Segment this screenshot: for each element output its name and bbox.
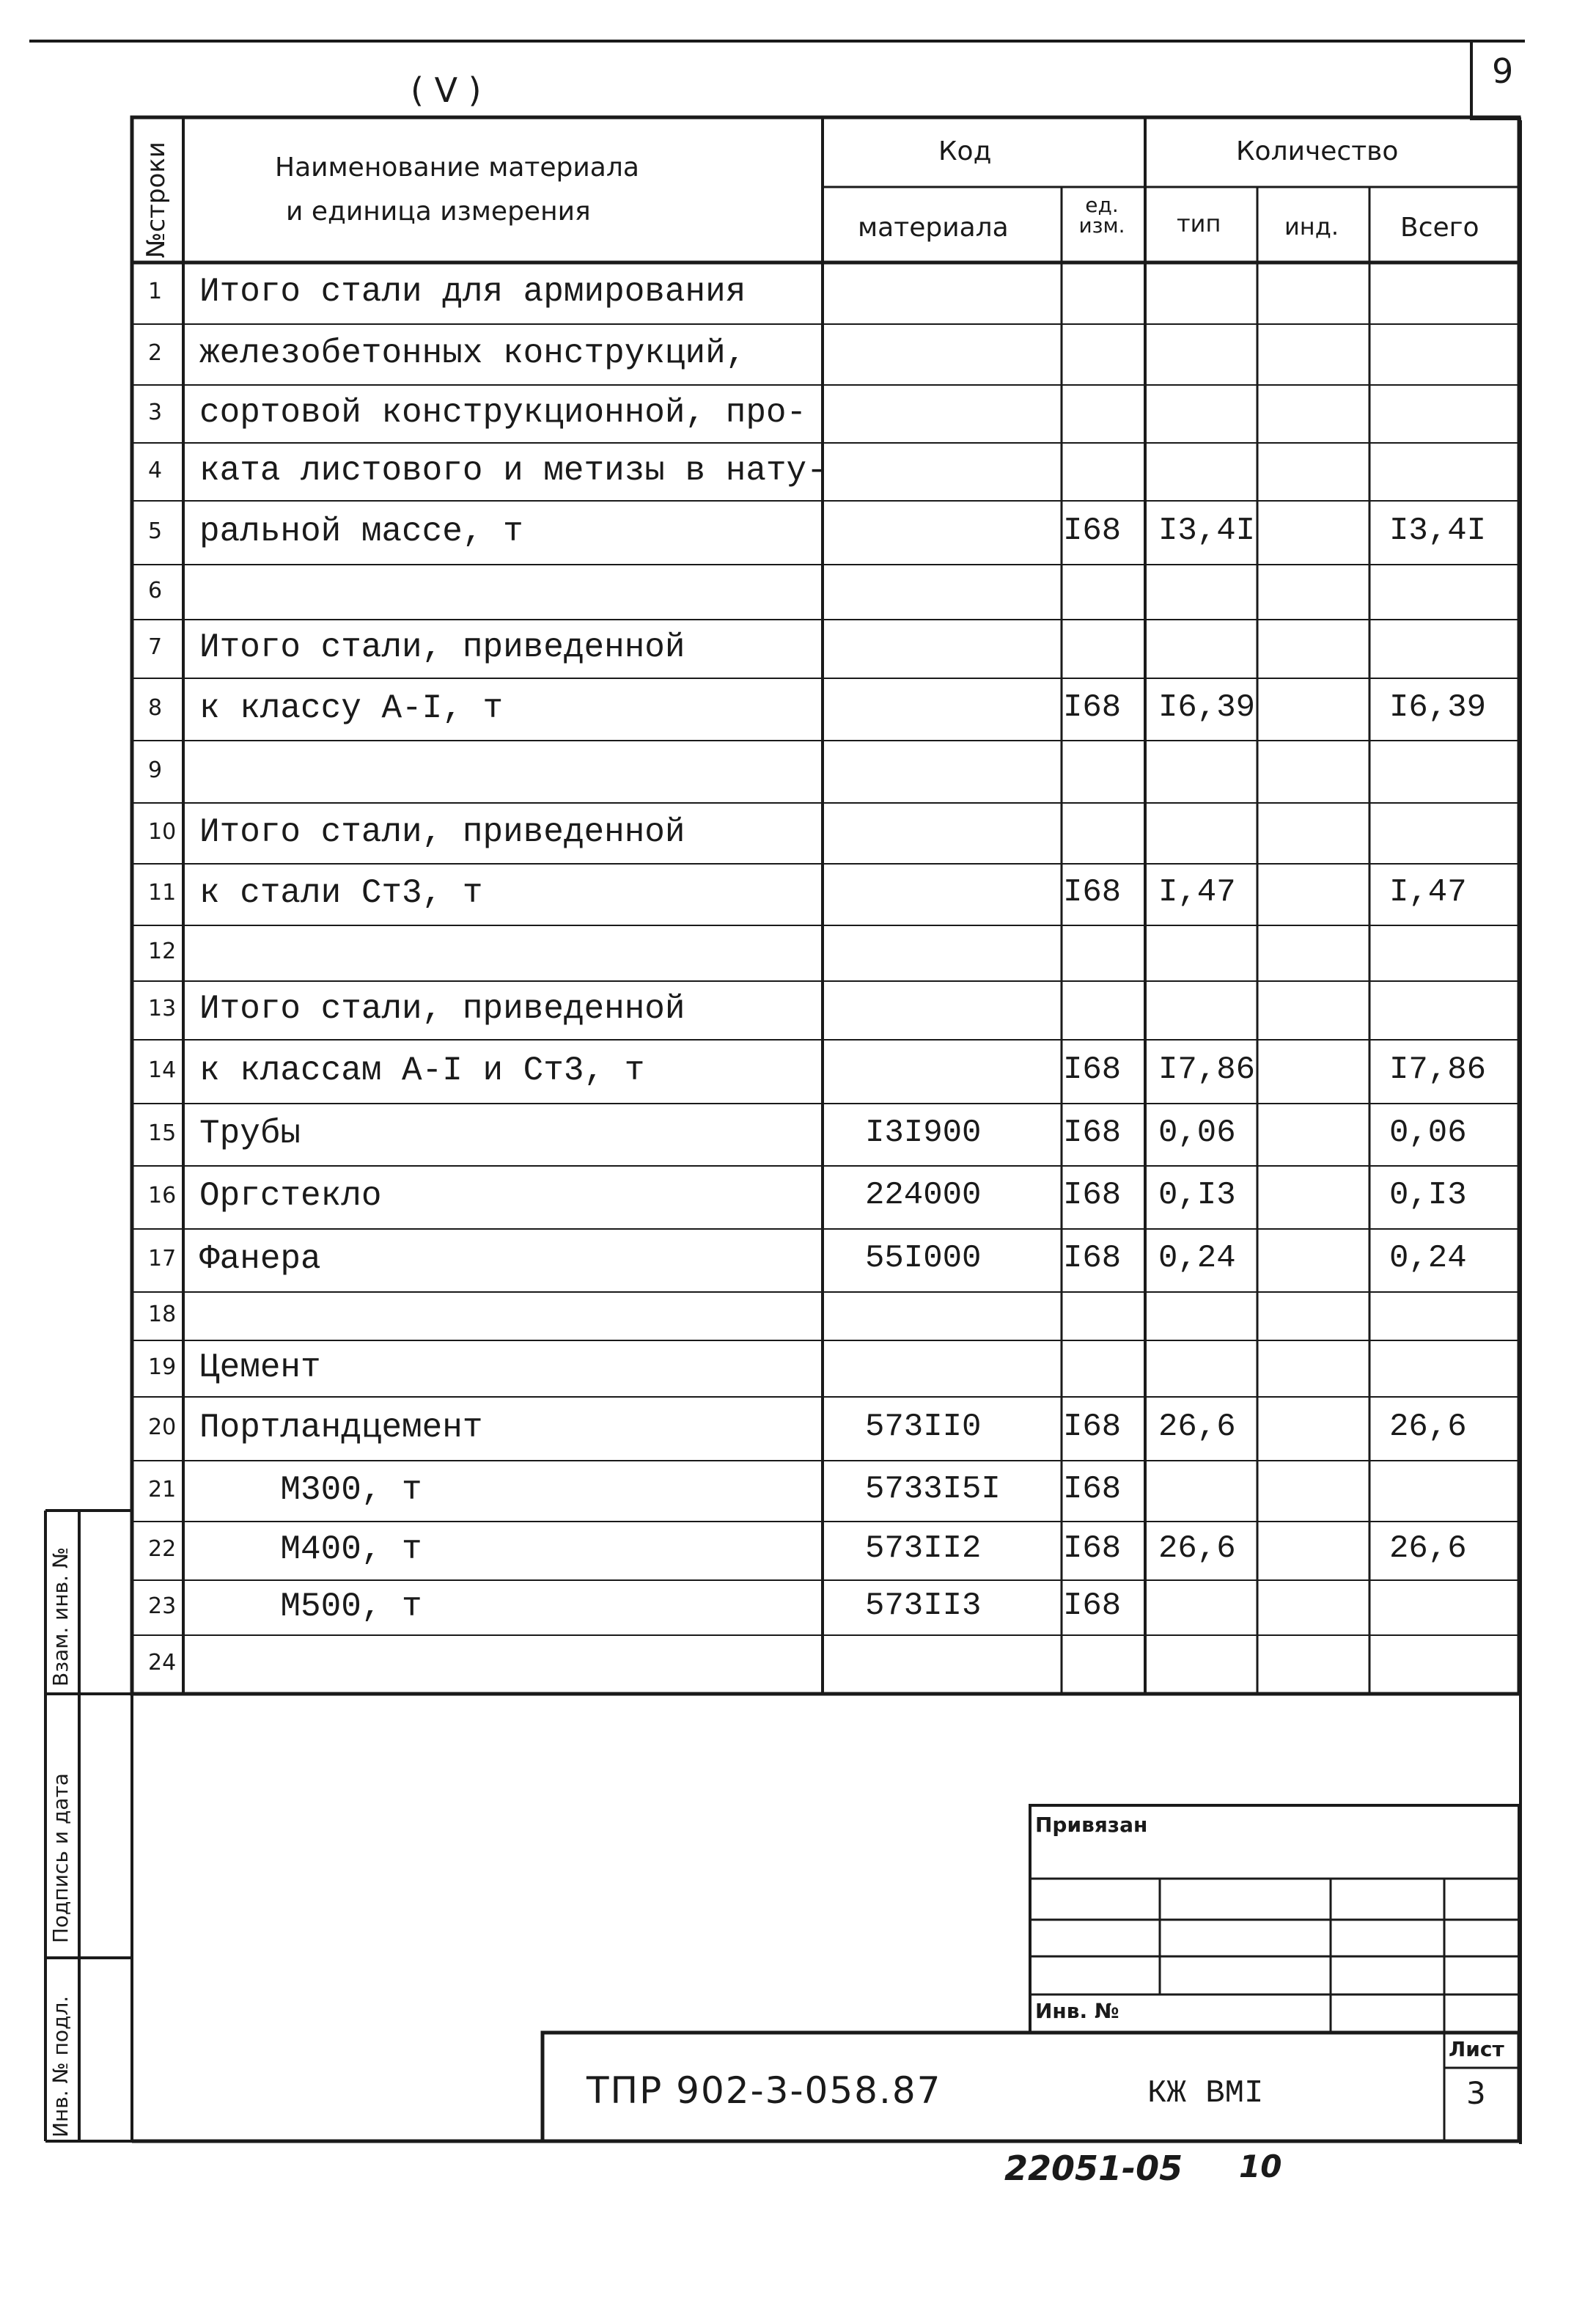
row-code: 573II2 <box>865 1530 982 1567</box>
row-unit: I68 <box>1063 1587 1122 1624</box>
row-qty-type: 26,6 <box>1158 1408 1236 1445</box>
row-number: 24 <box>148 1650 177 1676</box>
row-number: 4 <box>148 457 163 483</box>
row-unit: I68 <box>1063 512 1122 549</box>
row-name: ката листового и метизы в нату- <box>199 451 827 490</box>
row-number: 1 <box>148 279 163 304</box>
row-number: 2 <box>148 340 163 366</box>
row-number: 5 <box>148 518 163 544</box>
row-qty-total: 26,6 <box>1389 1408 1467 1445</box>
row-number: 22 <box>148 1536 177 1562</box>
row-number: 15 <box>148 1120 177 1146</box>
doc-code: ТПР 902-3-058.87 <box>586 2069 942 2112</box>
row-number: 12 <box>148 939 177 964</box>
row-unit: I68 <box>1063 1408 1122 1445</box>
header-qty-ind: инд. <box>1284 213 1339 241</box>
row-code: 55I000 <box>865 1240 982 1277</box>
row-qty-type: I6,39 <box>1158 689 1256 726</box>
row-unit: I68 <box>1063 874 1122 911</box>
row-unit: I68 <box>1063 1470 1122 1508</box>
stamp-inv-no: Инв. № <box>1035 1999 1119 2023</box>
row-qty-total: I,47 <box>1389 874 1467 911</box>
row-number: 16 <box>148 1183 177 1208</box>
row-name: Итого стали, приведенной <box>199 990 685 1028</box>
page-number: 9 <box>1492 51 1514 91</box>
row-number: 17 <box>148 1246 177 1271</box>
row-qty-type: I7,86 <box>1158 1051 1256 1088</box>
row-qty-type: 26,6 <box>1158 1530 1236 1567</box>
row-qty-type: I,47 <box>1158 874 1236 911</box>
footer-num: 10 <box>1239 2148 1282 2184</box>
header-code: Код <box>938 136 992 166</box>
row-name: Оргстекло <box>199 1177 382 1215</box>
row-unit: I68 <box>1063 689 1122 726</box>
side-label-vzam: Взам. инв. № <box>48 1546 73 1687</box>
row-name: Фанера <box>199 1240 321 1278</box>
row-name: Итого стали, приведенной <box>199 812 685 851</box>
row-unit: I68 <box>1063 1177 1122 1214</box>
row-name: Портландцемент <box>199 1408 483 1447</box>
row-qty-total: I7,86 <box>1389 1051 1487 1088</box>
header-qty-total: Всего <box>1400 213 1479 243</box>
row-name: Цемент <box>199 1348 321 1387</box>
row-number: 13 <box>148 996 177 1021</box>
row-number: 20 <box>148 1414 177 1440</box>
row-number: 14 <box>148 1057 177 1083</box>
row-code: 573II0 <box>865 1408 982 1445</box>
row-number: 23 <box>148 1593 177 1619</box>
row-number: 7 <box>148 634 163 660</box>
header-name-line2: и единица измерения <box>286 197 591 227</box>
row-qty-type: 0,I3 <box>1158 1177 1236 1214</box>
row-name: Трубы <box>199 1114 301 1153</box>
header-code-unit: ед. изм. <box>1078 193 1125 238</box>
row-qty-total: 0,I3 <box>1389 1177 1467 1214</box>
row-name: к классам А-I и Ст3, т <box>199 1051 645 1090</box>
row-name: сортовой конструкционной, про- <box>199 393 807 432</box>
row-qty-type: 0,06 <box>1158 1114 1236 1151</box>
row-number: 21 <box>148 1476 177 1502</box>
row-name: Итого стали для армирования <box>199 273 746 311</box>
row-number: 6 <box>148 577 163 603</box>
side-label-podpis: Подпись и дата <box>48 1773 73 1943</box>
row-code: 5733I5I <box>865 1470 1001 1508</box>
row-unit: I68 <box>1063 1240 1122 1277</box>
row-name: к классу А-I, т <box>199 689 504 727</box>
section-mark: ( V ) <box>411 70 482 110</box>
row-code: I3I900 <box>865 1114 982 1151</box>
doc-mark: КЖ ВМI <box>1147 2075 1264 2112</box>
row-number: 18 <box>148 1302 177 1327</box>
row-code: 224000 <box>865 1177 982 1214</box>
row-qty-type: I3,4I <box>1158 512 1256 549</box>
row-number: 19 <box>148 1354 177 1380</box>
row-number: 10 <box>148 818 177 845</box>
row-unit: I68 <box>1063 1051 1122 1088</box>
header-qty-type: тип <box>1177 210 1221 238</box>
row-name: железобетонных конструкций, <box>199 334 746 373</box>
row-number: 11 <box>148 880 177 906</box>
row-name: ральной массе, т <box>199 512 523 551</box>
row-unit: I68 <box>1063 1530 1122 1567</box>
row-name: М300, т <box>199 1470 422 1509</box>
stamp-privyazan: Привязан <box>1035 1813 1148 1837</box>
side-label-inv-podl: Инв. № подл. <box>48 1995 73 2137</box>
row-name: к стали Ст3, т <box>199 874 483 912</box>
row-qty-total: I3,4I <box>1389 512 1487 549</box>
header-rownum: №строки <box>141 142 171 258</box>
header-code-material: материала <box>858 213 1009 243</box>
footer-order: 22051-05 <box>1004 2148 1183 2188</box>
row-qty-total: 26,6 <box>1389 1530 1467 1567</box>
row-number: 9 <box>148 757 163 783</box>
row-qty-total: 0,24 <box>1389 1240 1467 1277</box>
row-qty-total: 0,06 <box>1389 1114 1467 1151</box>
row-name: М400, т <box>199 1530 422 1568</box>
row-qty-total: I6,39 <box>1389 689 1487 726</box>
header-qty: Количество <box>1236 136 1399 166</box>
row-name: М500, т <box>199 1587 422 1626</box>
row-number: 3 <box>148 399 163 425</box>
sheet-number: 3 <box>1466 2075 1486 2111</box>
row-qty-type: 0,24 <box>1158 1240 1236 1277</box>
sheet-label: Лист <box>1449 2037 1504 2061</box>
header-name-line1: Наименование материала <box>275 153 639 183</box>
row-name: Итого стали, приведенной <box>199 628 685 667</box>
row-number: 8 <box>148 694 163 721</box>
row-code: 573II3 <box>865 1587 982 1624</box>
row-unit: I68 <box>1063 1114 1122 1151</box>
